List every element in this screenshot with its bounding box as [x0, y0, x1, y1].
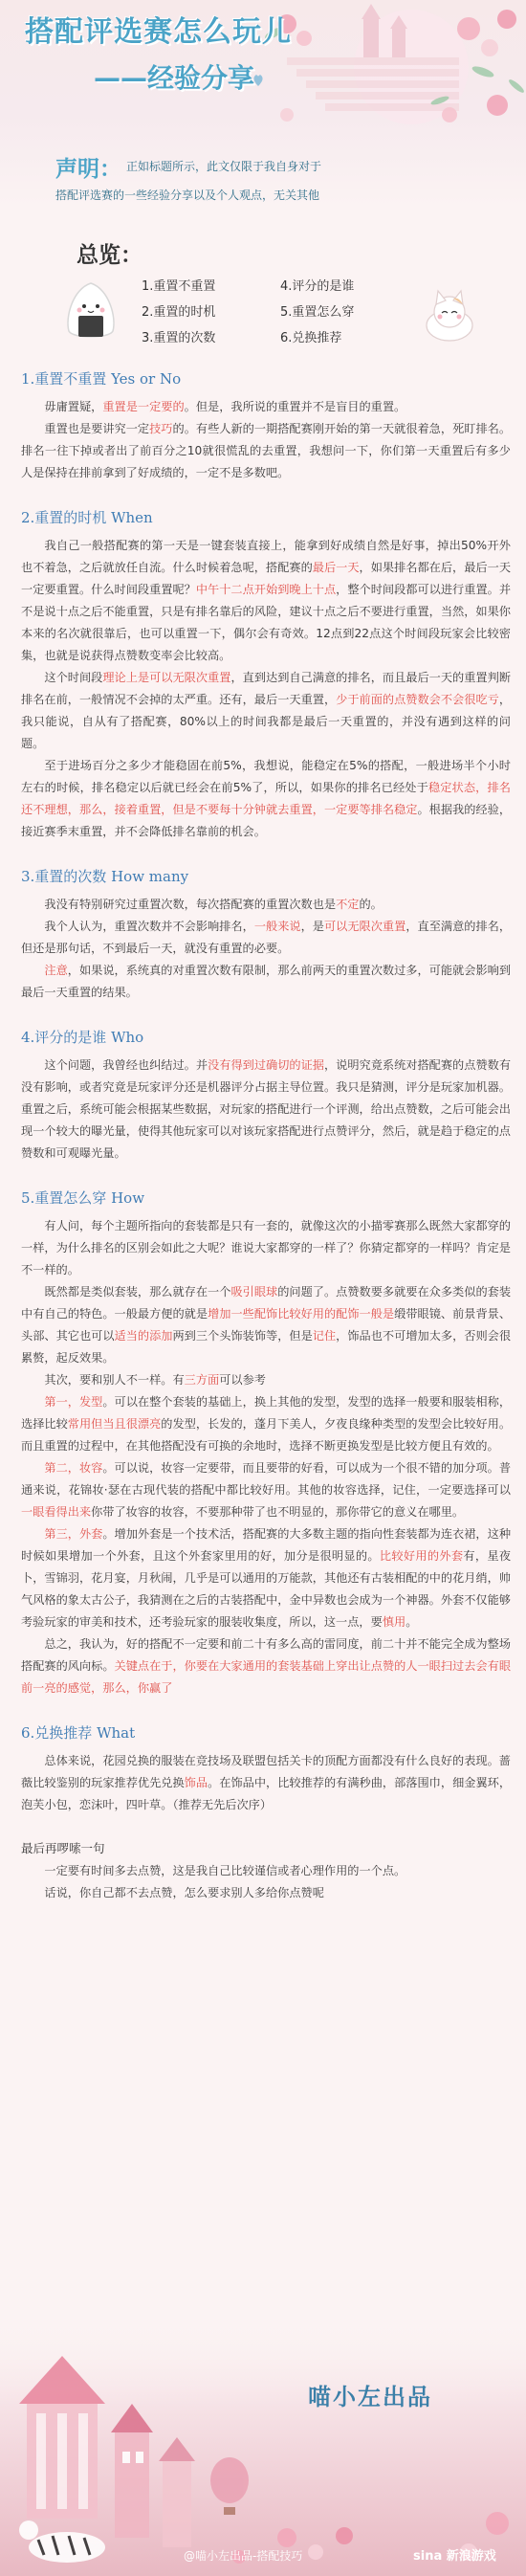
highlight-text: 吸引眼球 [230, 1285, 278, 1299]
page-title: 搭配评选赛怎么玩儿 [25, 15, 292, 49]
toc-item: 4.评分的是谁 [280, 279, 355, 294]
highlight-text: 注意 [44, 964, 68, 977]
paragraph [21, 667, 511, 755]
body-text: 。 [405, 1615, 418, 1629]
body-text: 两到三个头饰装饰等，但是 [172, 1329, 313, 1343]
highlight-text: 三方面 [184, 1373, 220, 1387]
body-text: 其次，要和别人不一样。有 [44, 1373, 185, 1387]
highlight-text: 少于前面的点赞数会不会很吃亏 [336, 693, 499, 706]
highlight-text: 没有得到过确切的证据 [208, 1058, 324, 1072]
paragraph [21, 396, 511, 418]
body-text: 我自己一般搭配赛的第一天是一键套装直接上，能拿到好成绩自然是好事，掉出50%开外也不着急，之后就放任自流。什么时候着急呢，搭配赛的 [21, 539, 511, 574]
section-title: 3.重置的次数 How many [21, 868, 189, 885]
section-title: 2.重置的时机 When [21, 509, 153, 526]
body-text: 。可以在整个套装的基础上，换上其他的发型，发型的选择一般要和服装相称，选择比较 [21, 1395, 512, 1431]
page-subtitle: ——经验分享 [94, 62, 255, 94]
article-body [21, 368, 511, 1927]
body-text: 这个时间段 [44, 671, 103, 684]
body-text: 有，星夜卜，雪锦羽，花月宴，月秋闹，几乎是可以通用的万能款，其他还有古装相配的中的花月绡，帅气风格的象太古公子，我猜测在之后的古装搭配中，金中异数也会成为一个神器。外套不仅能够考验玩家的审美和技术，还考验玩家的服装收集度，所以，这一点，要 [21, 1549, 512, 1629]
paragraph [21, 960, 511, 1004]
body-text: 缎带眼镜、前景背景、头部、其它也可以 [21, 1307, 512, 1343]
section [21, 1027, 511, 1165]
cat-icon [421, 287, 478, 344]
footer-carnival-illustration [0, 2318, 526, 2576]
highlight-text: 可以无限次重置 [323, 920, 406, 933]
body-text: ，如果说，系统真的对重置次数有限制，那么前两天的重置次数过多，可能就会影响到最后一天重置的结果。 [21, 964, 512, 999]
closing-title: 最后再啰嗦一句 [21, 1841, 105, 1855]
declaration-label: 声明： [55, 157, 121, 182]
body-text: 既然都是类似套装，那么就存在一个 [44, 1285, 231, 1299]
body-text: 。在饰品中，比较推荐的有满秒曲，部落围巾，细金翼环，泡芙小包，恋沫叶，四叶草。（推荐无先后次序） [21, 1776, 512, 1811]
body-text: 。根据我的经验，接近赛季末重置，并不会降低排名靠前的机会。 [21, 803, 512, 838]
highlight-text: 第一，发型 [44, 1395, 103, 1409]
highlight-text: 慎用 [382, 1615, 406, 1629]
paragraph [21, 894, 511, 916]
onigiri-icon [63, 279, 119, 341]
overview-list [142, 276, 419, 345]
paragraph [21, 916, 511, 960]
body-text: 我没有特别研究过重置次数，每次搭配赛的重置次数也是 [44, 898, 337, 911]
highlight-text: 技巧 [149, 422, 173, 435]
declaration-line-1: 正如标题所示，此文仅限于我自身对于 [126, 160, 322, 173]
highlight-text: 第二，妆容 [44, 1461, 103, 1475]
toc-item: 1.重置不重置 [142, 279, 216, 294]
highlight-text: 适当的添加 [114, 1329, 173, 1343]
highlight-text: 一眼看得出来 [21, 1505, 92, 1519]
paragraph [21, 1281, 511, 1369]
body-text: 至于进场百分之多少才能稳固在前5%，我想说，能稳定在5%的搭配，一般进场半个小时左右的时候，排名稳定以后就已经会在前5%了，所以，如果你的排名已经处于 [21, 759, 511, 794]
paragraph [21, 1523, 511, 1633]
body-text: 这个问题，我曾经也纠结过。并 [44, 1058, 208, 1072]
highlight-text: 稳定状态，排名还不理想，那么，接着重置，但是不要每十分钟就去重置，一定要等排名稳定 [21, 781, 511, 816]
body-text: ，说明究竟系统对搭配赛的点赞数有没有影响，或者究竟是玩家评分还是机器评分占据主导位置。我只是猜测，评分是玩家加机器。重置之后，系统可能会根据某些数据，对玩家的搭配进行一个评测，给出点赞数，之后可能会出现一个较大的曝光量，使得其他玩家可以对该玩家搭配进行点赞评分，然后，就是趋于稳定的点赞数和可观曝光量。 [21, 1058, 512, 1160]
body-text: 我个人认为，重置次数并不会影响排名， [44, 920, 254, 933]
body-text: 的。有些人新的一期搭配赛刚开始的第一天就很着急，死盯排名。排名一往下掉或者出了前百分之10就很慌乱的去重置，我想问一下，你们第一天重置后有多少人是保持在排前拿到了好成绩的，一定不是多数吧。 [21, 422, 512, 479]
body-text: ，饰品也不可增加太多，否则会很累赘，起反效果。 [21, 1329, 512, 1365]
paragraph [21, 418, 511, 484]
paragraph [21, 755, 511, 843]
body-text: 毋庸置疑， [44, 400, 103, 413]
section [21, 866, 511, 1004]
highlight-text: 增加一些配饰比较好用的配饰一般是 [208, 1307, 395, 1321]
section-title: 1.重置不重置 Yes or No [21, 370, 182, 388]
highlight-text: 最后一天 [312, 561, 360, 574]
toc-item: 5.重置怎么穿 [280, 305, 355, 320]
paragraph [21, 1391, 511, 1457]
overview-label: 总览： [77, 243, 142, 268]
body-text: ，整个时间段都可以进行重置。并不是说十点之后不能重置，只是有排名靠后的风险，建议十点之后不要进行重置，当然，如果你本来的名次就很靠后，也可以重置一下，偶尔会有奇效。12点到22点这个时间段玩家会比较密集，也就是说获得点赞数变率会比较高。 [21, 583, 512, 662]
highlight-text: 理论上是可以无限次重置 [102, 671, 231, 684]
body-text: 可以参考 [219, 1373, 266, 1387]
body-text: 。但是，我所说的重置并不是盲目的重置。 [184, 400, 406, 413]
toc-item: 2.重置的时机 [142, 305, 216, 320]
body-text: ，如果排名都在后，最后一天一定要重置。什么时间段重置呢？ [21, 561, 512, 596]
body-text: 的问题了。点赞数要多就要在众多类似的套装中有自己的特色。一般最方便的就是 [21, 1285, 512, 1321]
section-title: 4.评分的是谁 Who [21, 1029, 144, 1046]
highlight-text: 不定 [336, 898, 360, 911]
paragraph [21, 1215, 511, 1281]
body-text: 总之，我认为，好的搭配不一定要和前二十有多么高的雷同度，前二十并不能完全成为整场搭配赛的风向标。 [21, 1637, 511, 1673]
body-text: ，是 [300, 920, 324, 933]
closing-line: 话说，你自己都不去点赞，怎么要求别人多给你点赞呢 [44, 1886, 324, 1899]
closing-line: 一定要有时间多去点赞，这是我自己比较谨信或者心理作用的一个点。 [44, 1864, 406, 1877]
body-text: ，直至满意的排名，但还是那句话，不到最后一天，就没有重置的必要。 [21, 920, 512, 955]
body-text: 有人问，每个主题所指向的套装都是只有一套的，就像这次的小描零赛那么既然大家都穿的一样，为什么排名的区别会如此之大呢？谁说大家都穿的一样了？你猜定都穿的一样吗？肯定是不一样的。 [21, 1219, 511, 1277]
toc-item: 6.兑换推荐 [280, 331, 342, 345]
highlight-text: 常用但当且很漂亮 [67, 1417, 162, 1431]
paragraph [21, 1369, 511, 1391]
section [21, 368, 511, 484]
sina-games-logo: sina 新浪游戏 [413, 2549, 496, 2564]
highlight-text: 第三，外套 [44, 1527, 103, 1541]
closing-section [21, 1839, 511, 1904]
body-text: ，直到达到自己满意的排名，而且最后一天的重置判断排名在前，一般情况不会掉的太严重。还有，最后一天重置， [21, 671, 512, 706]
highlight-text: 比较好用的外套 [379, 1549, 464, 1563]
declaration-line-2: 搭配评选赛的一些经验分享以及个人观点，无关其他 [55, 189, 320, 202]
author-signature: 喵小左出品 [308, 2383, 432, 2410]
paragraph [21, 1055, 511, 1165]
highlight-text: 一般来说 [253, 920, 301, 933]
body-text: ，我只能说，自从有了搭配赛，80%以上的时间我都是最后一天重置的，并没有遇到这样的问题。 [21, 693, 512, 750]
section [21, 1722, 511, 1816]
highlight-text: 饰品 [184, 1776, 208, 1789]
body-text: 。增加外套是一个技术活，搭配赛的大多数主题的指向性套装都为连衣裙，这种时候如果增加一个外套，且这个外套家里用的好，加分是很明显的。 [21, 1527, 512, 1563]
body-text: 。可以说，妆容一定要带，而且要带的好看，可以成为一个很不错的加分项。普通来说，花锦妆·瑟在古现代装的搭配中都比较好用。其他的妆容选择，记住，一定要选择可以 [21, 1461, 512, 1497]
body-text: 重置也是要讲究一定 [44, 422, 150, 435]
body-text: 总体来说，花园兑换的服装在竞技场及联盟包括关卡的顶配方面都没有什么良好的表现。蔷薇比较鉴别的玩家推荐优先兑换 [21, 1754, 511, 1789]
body-text: 的。 [359, 898, 383, 911]
paragraph [21, 1633, 511, 1699]
body-text: 你带了妆容的妆容，不要那种带了也不明显的，那你带它的意义在哪里。 [91, 1505, 465, 1519]
paragraph [21, 1457, 511, 1523]
highlight-text: 关键点在于，你要在大家通用的套装基础上穿出让点赞的人一眼扫过去会有眼前一亮的感觉，那么，你赢了 [21, 1659, 512, 1695]
footer-illustration [0, 2318, 526, 2576]
paragraph [21, 535, 511, 667]
section [21, 507, 511, 843]
highlight-text: 重置是一定要的 [102, 400, 185, 413]
highlight-text: 记住 [312, 1329, 337, 1343]
section [21, 1188, 511, 1699]
highlight-text: 中午十二点开始到晚上十点 [195, 583, 337, 596]
toc-item: 3.重置的次数 [142, 331, 216, 345]
section-title: 5.重置怎么穿 How [21, 1189, 145, 1207]
weibo-watermark: @喵小左出品-搭配技巧 [184, 2549, 303, 2563]
section-title: 6.兑换推荐 What [21, 1724, 136, 1742]
body-text: 的发型，长发的，蓬月下美人，夕夜良缘种类型的发型会比较好用。而且重置的过程中，在其他搭配没有可换的余地时，选择不断更换发型是比较方便且有效的。 [21, 1417, 512, 1453]
paragraph [21, 1750, 511, 1816]
